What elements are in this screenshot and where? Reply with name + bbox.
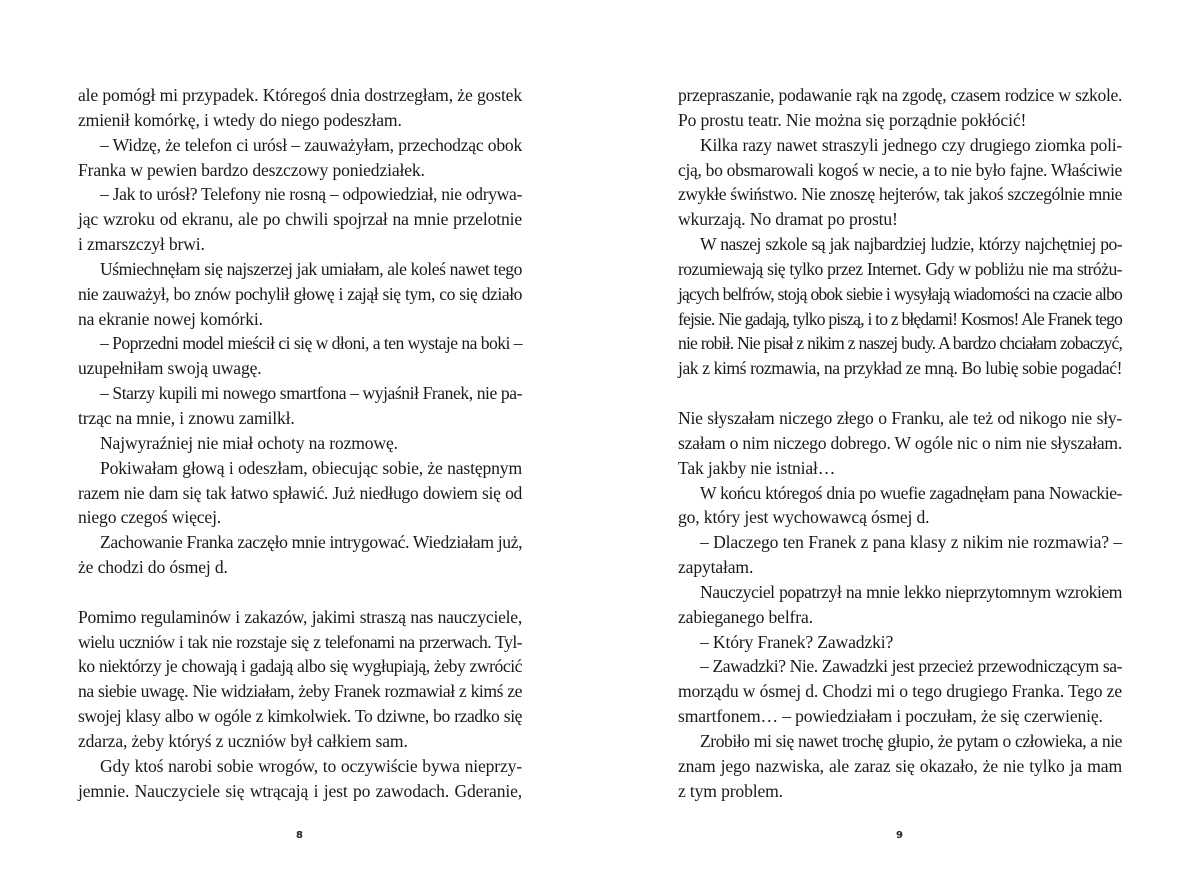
text-line: Zrobiło mi się nawet trochę głupio, że pytam o człowieka, a nie — [700, 730, 1122, 751]
text-line: zapytałam. — [678, 557, 754, 578]
text-line: go, który jest wychowawcą ósmej d. — [678, 507, 930, 528]
text-line: ko niektórzy je chowają i gadają albo się wygłupiają, żeby zwrócić — [78, 656, 522, 677]
text-line: cją, bo obsmarowali kogoś w necie, a to nie było fajne. Właściwie — [678, 159, 1122, 180]
text-line: zabieganego belfra. — [678, 606, 813, 627]
text-line: jących belfrów, stoją obok siebie i wysyłają wiadomości na czacie albo — [678, 283, 1122, 304]
text-line: Pokiwałam głową i odeszłam, obiecując sobie, że następnym — [100, 457, 522, 478]
section-break — [678, 381, 1122, 406]
text-line: W naszej szkole są jak najbardziej ludzie, którzy najchętniej po- — [700, 234, 1122, 255]
text-line: Po prostu teatr. Nie można się porządnie pokłócić! — [678, 109, 1027, 130]
text-line: – Jak to urósł? Telefony nie rosną – odpowiedział, nie odrywa- — [100, 184, 522, 205]
text-line: zdarza, żeby któryś z uczniów był całkiem sam. — [78, 730, 408, 751]
text-line: jemnie. Nauczyciele się wtrącają i jest po zawodach. Gderanie, — [78, 780, 522, 801]
text-line: znam jego nazwiska, ale zaraz się okazało, że nie tylko ja mam — [678, 755, 1122, 776]
text-line: – Zawadzki? Nie. Zawadzki jest przecież przewodniczącym sa- — [700, 656, 1122, 677]
text-line: Tak jakby nie istniał… — [678, 457, 836, 478]
text-line: Kilka razy nawet straszyli jednego czy drugiego ziomka poli- — [700, 134, 1122, 155]
text-line: jąc wzroku od ekranu, ale po chwili spojrzał na mnie przelotnie — [78, 209, 522, 230]
text-line: – Widzę, że telefon ci urósł – zauważyłam, przechodząc obok — [100, 134, 522, 155]
text-line: jak z kimś rozmawia, na przykład ze mną. Bo lubię sobie pogadać! — [678, 358, 1122, 379]
right-page-text — [678, 83, 1122, 803]
text-line: trząc na mnie, i znowu zamilkł. — [78, 407, 295, 428]
text-line: Pomimo regulaminów i zakazów, jakimi straszą nas nauczyciele, — [78, 606, 522, 627]
text-line: że chodzi do ósmej d. — [78, 557, 228, 578]
text-line: fejsie. Nie gadają, tylko piszą, i to z błędami! Kosmos! Ale Franek tego — [678, 308, 1122, 329]
right-page — [600, 0, 1200, 890]
section-break — [78, 580, 522, 605]
text-line: na ekranie nowej komórki. — [78, 308, 263, 329]
text-line: nie robił. Nie pisał z nikim z naszej budy. A bardzo chciałam zobaczyć, — [678, 333, 1122, 354]
text-line: Nauczyciel popatrzył na mnie lekko nieprzytomnym wzrokiem — [700, 581, 1122, 602]
text-line: razem nie dam się tak łatwo spławić. Już niedługo dowiem się od — [78, 482, 522, 503]
text-line: nie zauważył, bo znów pochylił głowę i zajął się tym, co się działo — [78, 283, 522, 304]
text-line: W końcu któregoś dnia po wuefie zagadnęłam pana Nowackie- — [700, 482, 1122, 503]
text-line: – Starzy kupili mi nowego smartfona – wyjaśnił Franek, nie pa- — [100, 383, 522, 404]
text-line: Gdy ktoś narobi sobie wrogów, to oczywiście bywa nieprzy- — [100, 755, 522, 776]
text-line: – Który Franek? Zawadzki? — [700, 631, 894, 652]
text-line: – Poprzedni model mieścił ci się w dłoni, a ten wystaje na boki – — [100, 333, 522, 354]
text-line: Najwyraźniej nie miał ochoty na rozmowę. — [100, 432, 398, 453]
text-line: zwykłe świństwo. Nie znoszę hejterów, tak jakoś szczególnie mnie — [678, 184, 1122, 205]
text-line: Uśmiechnęłam się najszerzej jak umiałam, ale koleś nawet tego — [100, 258, 522, 279]
text-line: niego czegoś więcej. — [78, 507, 222, 528]
text-line: na siebie uwagę. Nie widziałam, żeby Franek rozmawiał z kimś ze — [78, 681, 522, 702]
text-line: wielu uczniów i tak nie rozstaje się z telefonami na przerwach. Tyl- — [78, 631, 522, 652]
page-number-right: 9 — [896, 830, 903, 841]
text-line: z tym problem. — [678, 780, 783, 801]
text-line: morządu w ósmej d. Chodzi mi o tego drugiego Franka. Tego ze — [678, 681, 1122, 702]
text-line: wkurzają. No dramat po prostu! — [678, 209, 898, 230]
text-line: – Dlaczego ten Franek z pana klasy z nikim nie rozmawia? – — [700, 532, 1122, 553]
text-line: Zachowanie Franka zaczęło mnie intrygować. Wiedziałam już, — [100, 532, 523, 553]
text-line: Nie słyszałam niczego złego o Franku, ale też od nikogo nie sły- — [678, 407, 1122, 428]
text-line: przepraszanie, podawanie rąk na zgodę, czasem rodzice w szkole. — [678, 85, 1122, 105]
left-page-text — [78, 83, 522, 803]
page-number-left: 8 — [296, 830, 303, 841]
text-line: Franka w pewien bardzo deszczowy poniedziałek. — [78, 159, 425, 180]
text-line: ale pomógł mi przypadek. Któregoś dnia dostrzegłam, że gostek — [78, 85, 522, 105]
text-line: rozumiewają się tylko przez Internet. Gdy w pobliżu nie ma stróżu- — [678, 258, 1122, 279]
text-line: smartfonem… – powiedziałam i poczułam, że się czerwienię. — [678, 706, 1103, 727]
text-line: zmienił komórkę, i wtedy do niego podeszłam. — [78, 109, 402, 130]
text-line: swojej klasy albo w ogóle z kimkolwiek. To dziwne, bo rzadko się — [78, 706, 522, 727]
text-line: szałam o nim niczego dobrego. W ogóle nic o nim nie słyszałam. — [678, 432, 1122, 453]
text-line: uzupełniłam swoją uwagę. — [78, 358, 262, 379]
text-line: i zmarszczył brwi. — [78, 234, 205, 255]
